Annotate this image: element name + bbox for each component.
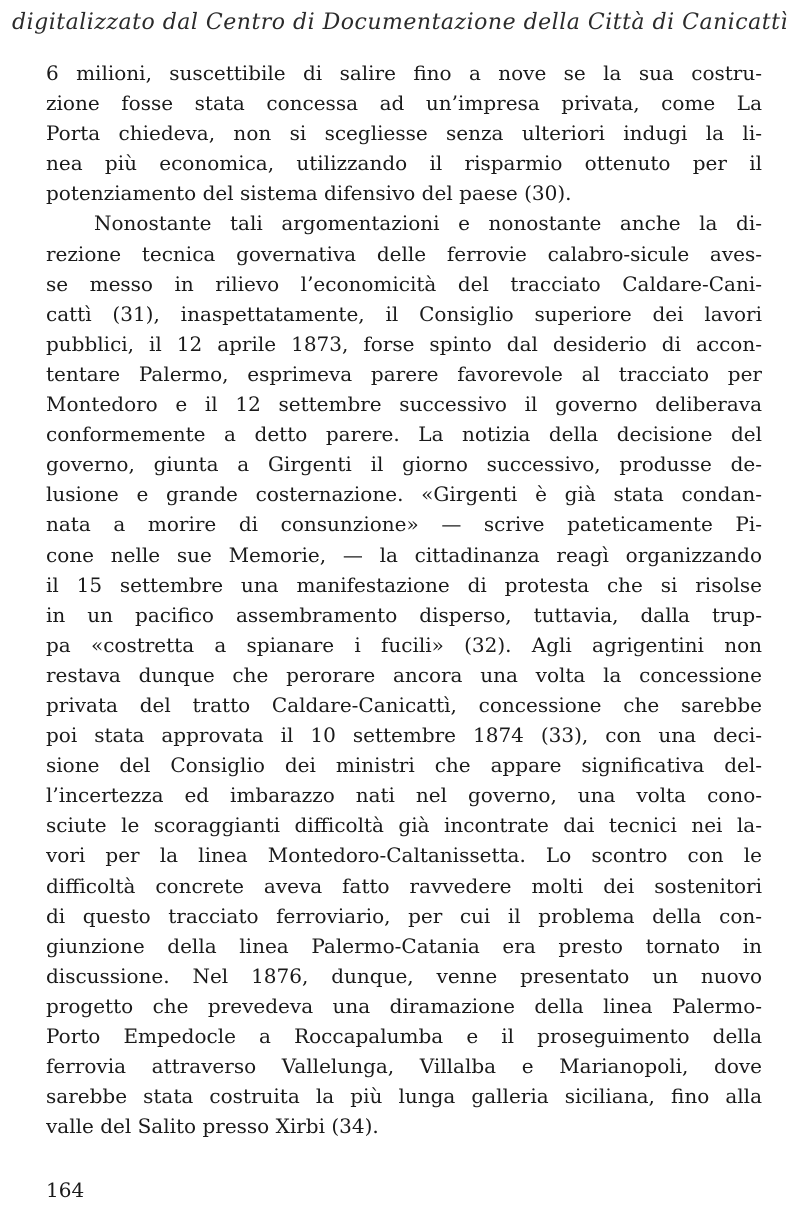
text-line: sione del Consiglio dei ministri che appare significativa del-	[46, 753, 762, 778]
text-line: sciute le scoraggianti difficoltà già incontrate dai tecnici nei la-	[46, 813, 762, 838]
paragraph	[46, 208, 762, 1141]
text-line: se messo in rilievo l’economicità del tracciato Caldare-Cani-	[46, 271, 762, 296]
text-line: rezione tecnica governativa delle ferrovie calabro-sicule aves-	[46, 241, 762, 266]
text-line: 6 milioni, suscettibile di salire fino a nove se la sua costru-	[46, 61, 762, 85]
text-line: potenziamento del sistema difensivo del paese (30).	[46, 181, 572, 206]
text-line: valle del Salito presso Xirbi (34).	[46, 1114, 379, 1139]
text-line: governo, giunta a Girgenti il giorno successivo, produsse de-	[46, 452, 762, 477]
text-line: nea più economica, utilizzando il risparmio ottenuto per il	[46, 151, 762, 176]
text-line: l’incertezza ed imbarazzo nati nel governo, una volta cono-	[46, 783, 762, 808]
text-line: poi stata approvata il 10 settembre 1874 (33), con una deci-	[46, 723, 762, 748]
paragraph	[46, 58, 762, 208]
text-line: restava dunque che perorare ancora una volta la concessione	[46, 662, 762, 687]
text-line: giunzione della linea Palermo-Catania era presto tornato in	[46, 933, 762, 958]
text-line: Montedoro e il 12 settembre successivo il governo deliberava	[46, 392, 762, 417]
text-line: conformemente a detto parere. La notizia della decisione del	[46, 422, 762, 447]
text-line: Nonostante tali argomentazioni e nonostante anche la di-	[94, 211, 762, 236]
text-line: vori per la linea Montedoro-Caltanissetta. Lo scontro con le	[46, 843, 762, 868]
text-line: cone nelle sue Memorie, — la cittadinanza reagì organizzando	[46, 542, 762, 567]
text-line: zione fosse stata concessa ad un’impresa privata, come La	[46, 91, 762, 116]
text-line: discussione. Nel 1876, dunque, venne presentato un nuovo	[46, 963, 762, 988]
body-text	[46, 58, 762, 1141]
text-line: ferrovia attraverso Vallelunga, Villalba e Marianopoli, dove	[46, 1054, 762, 1079]
text-line: pa «costretta a spianare i fucili» (32). Agli agrigentini non	[46, 632, 762, 657]
text-line: tentare Palermo, esprimeva parere favorevole al tracciato per	[46, 361, 762, 386]
text-line: difficoltà concrete aveva fatto ravvedere molti dei sostenitori	[46, 873, 762, 898]
text-line: lusione e grande costernazione. «Girgenti è già stata condan-	[46, 482, 762, 507]
text-line: cattì (31), inaspettatamente, il Consiglio superiore dei lavori	[46, 301, 762, 326]
text-line: in un pacifico assembramento disperso, tuttavia, dalla trup-	[46, 602, 762, 627]
text-line: progetto che prevedeva una diramazione della linea Palermo-	[46, 993, 762, 1018]
text-line: il 15 settembre una manifestazione di protesta che si risolse	[46, 572, 762, 597]
digitization-watermark: digitalizzato dal Centro di Documentazione della Città di Canicattì	[12, 10, 788, 35]
text-line: pubblici, il 12 aprile 1873, forse spinto dal desiderio di accon-	[46, 331, 762, 356]
page-number: 164	[46, 1178, 85, 1202]
text-line: di questo tracciato ferroviario, per cui il problema della con-	[46, 903, 762, 928]
text-line: nata a morire di consunzione» — scrive pateticamente Pi-	[46, 512, 762, 537]
text-line: Porta chiedeva, non si scegliesse senza ulteriori indugi la li-	[46, 121, 762, 146]
text-line: sarebbe stata costruita la più lunga galleria siciliana, fino alla	[46, 1084, 762, 1109]
text-line: privata del tratto Caldare-Canicattì, concessione che sarebbe	[46, 692, 762, 717]
text-line: Porto Empedocle a Roccapalumba e il proseguimento della	[46, 1024, 762, 1048]
